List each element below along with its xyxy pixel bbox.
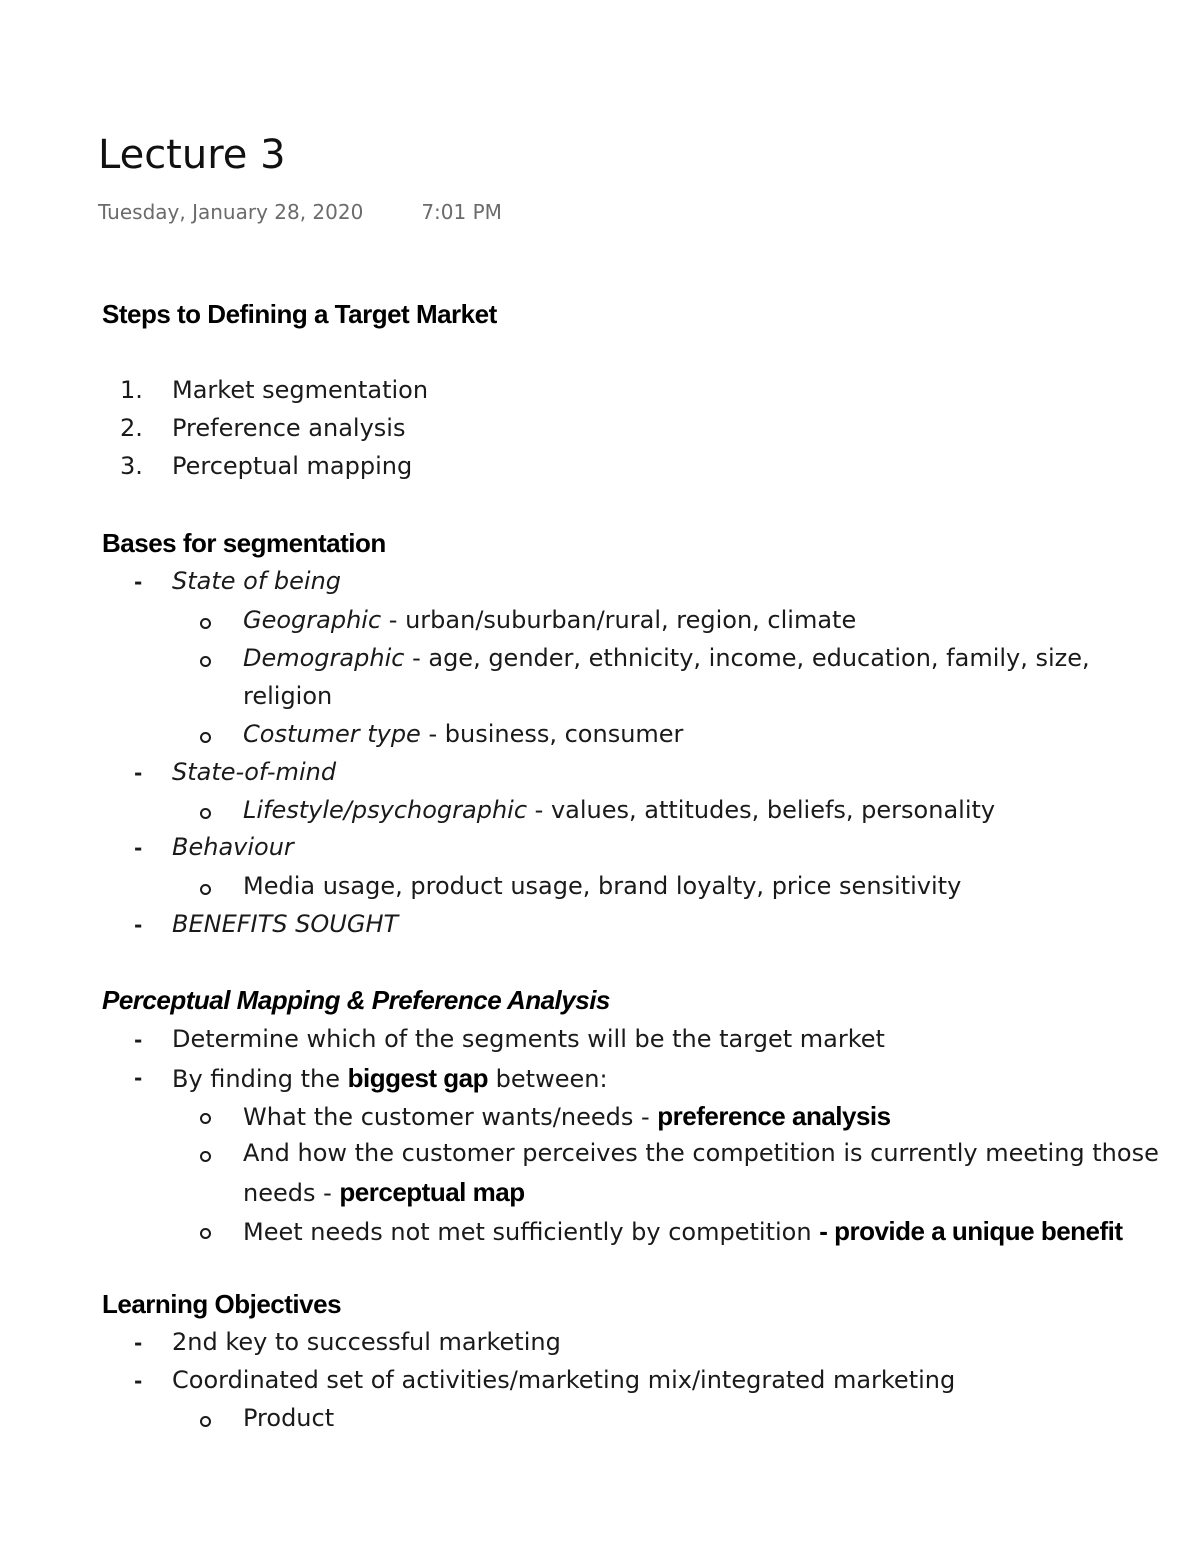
list-number: 2. [120, 414, 143, 442]
list-number: 1. [120, 376, 143, 404]
dash-bullet: - [134, 761, 143, 785]
list-item: Media usage, product usage, brand loyalty, price sensitivity [243, 872, 962, 900]
list-item: Coordinated set of activities/marketing mix/integrated marketing [172, 1366, 956, 1394]
perceptual-heading: Perceptual Mapping & Preference Analysis [102, 985, 610, 1015]
steps-heading: Steps to Defining a Target Market [102, 299, 497, 329]
list-number: 3. [120, 452, 143, 480]
list-item: Market segmentation [172, 376, 429, 404]
circle-bullet [200, 1416, 211, 1427]
circle-bullet [200, 1151, 211, 1162]
list-item: Costumer type - business, consumer [243, 720, 684, 748]
dash-bullet: - [134, 1331, 143, 1355]
circle-bullet [200, 884, 211, 895]
list-item: State-of-mind [172, 758, 337, 786]
list-item: Perceptual mapping [172, 452, 413, 480]
list-item-continuation: religion [243, 682, 333, 710]
learning-heading: Learning Objectives [102, 1289, 342, 1319]
list-item: Product [243, 1404, 335, 1432]
circle-bullet [200, 1113, 211, 1124]
list-item: By finding the biggest gap between: [172, 1063, 608, 1093]
bases-heading: Bases for segmentation [102, 528, 386, 558]
list-item: 2nd key to successful marketing [172, 1328, 561, 1356]
list-item: State of being [172, 567, 342, 595]
list-item-continuation: needs - perceptual map [243, 1177, 525, 1207]
circle-bullet [200, 1228, 211, 1239]
list-item: Behaviour [172, 833, 294, 861]
list-item: Geographic - urban/suburban/rural, region, climate [243, 606, 857, 634]
circle-bullet [200, 808, 211, 819]
circle-bullet [200, 656, 211, 667]
note-time: 7:01 PM [421, 200, 502, 224]
note-title: Lecture 3 [98, 132, 286, 178]
list-item: Demographic - age, gender, ethnicity, income, education, family, size, [243, 644, 1090, 672]
list-item: Meet needs not met sufficiently by competition - provide a unique benefit [243, 1216, 1123, 1246]
note-date: Tuesday, January 28, 2020 [98, 200, 364, 224]
dash-bullet: - [134, 1369, 143, 1393]
dash-bullet: - [134, 836, 143, 860]
note-timestamp [98, 200, 502, 224]
circle-bullet [200, 732, 211, 743]
dash-bullet: - [134, 1066, 143, 1090]
circle-bullet [200, 618, 211, 629]
list-item: Determine which of the segments will be the target market [172, 1025, 885, 1053]
dash-bullet: - [134, 1028, 143, 1052]
list-item: Lifestyle/psychographic - values, attitudes, beliefs, personality [243, 796, 996, 824]
list-item: Preference analysis [172, 414, 406, 442]
list-item: What the customer wants/needs - preference analysis [243, 1101, 891, 1131]
dash-bullet: - [134, 570, 143, 594]
list-item: BENEFITS SOUGHT [172, 910, 399, 938]
list-item: And how the customer perceives the competition is currently meeting those [243, 1139, 1159, 1167]
dash-bullet: - [134, 913, 143, 937]
